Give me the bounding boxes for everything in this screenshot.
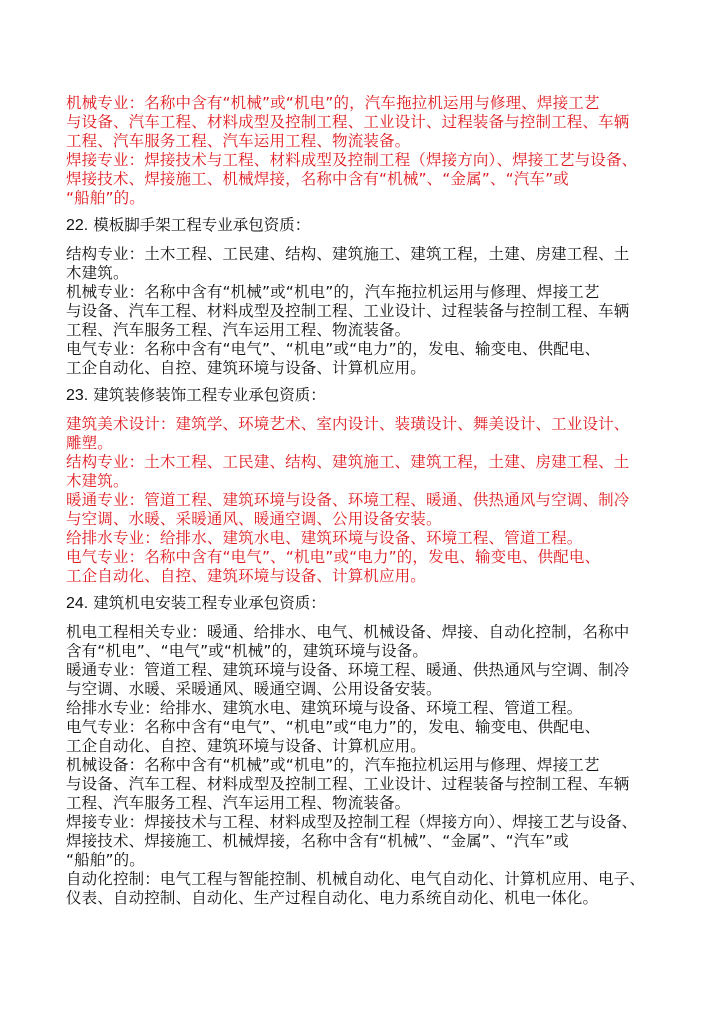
section-heading	[66, 216, 676, 235]
paragraph-mechanical-equipment: 机械设备：名称中含有“机械”或“机电”的，汽车拖拉机运用与修理、焊接工艺 与设备、汽车工程、材料成型及控制工程、工业设计、过程装备与控制工程、车辆 工程、汽车服务工程、汽车运用工程、物流装备。	[66, 756, 630, 812]
section-number: 22.	[66, 217, 89, 234]
paragraph-electrical: 电气专业：名称中含有“电气”、“机电”或“电力”的，发电、输变电、供配电、 工企自动化、自控、建筑环境与设备、计算机应用。	[66, 718, 601, 755]
paragraph-electrical: 电气专业：名称中含有“电气”、“机电”或“电力”的，发电、输变电、供配电、 工企自动化、自控、建筑环境与设备、计算机应用。	[66, 548, 601, 585]
paragraph-mep-related: 机电工程相关专业：暖通、给排水、电气、机械设备、焊接、自动化控制，名称中 含有“机电”、“电气”或“机械”的，建筑环境与设备。	[66, 623, 630, 660]
section-title: 建筑机电安装工程专业承包资质：	[93, 594, 326, 612]
section-23	[66, 386, 676, 586]
paragraph-structure: 结构专业：土木工程、工民建、结构、建筑施工、建筑工程，土建、房建工程、土 木建筑。	[66, 245, 630, 282]
paragraph-structure: 结构专业：土木工程、工民建、结构、建筑施工、建筑工程，土建、房建工程、土 木建筑。	[66, 453, 630, 490]
paragraph-mechanical: 机械专业：名称中含有“机械”或“机电”的，汽车拖拉机运用与修理、焊接工艺 与设备、汽车工程、材料成型及控制工程、工业设计、过程装备与控制工程、车辆 工程、汽车服务工程、汽车运用工程、物流装备。	[66, 283, 630, 339]
section-24	[66, 594, 676, 908]
document-page	[66, 94, 676, 908]
paragraph-mechanical: 机械专业：名称中含有“机械”或“机电”的，汽车拖拉机运用与修理、焊接工艺 与设备、汽车工程、材料成型及控制工程、工业设计、过程装备与控制工程、车辆 工程、汽车服务工程、汽车运用工程、物流装备。	[66, 94, 630, 150]
paragraph-plumbing: 给排水专业：给排水、建筑水电、建筑环境与设备、环境工程、管道工程。	[66, 699, 583, 717]
section-heading	[66, 594, 676, 613]
paragraph-plumbing: 给排水专业：给排水、建筑水电、建筑环境与设备、环境工程、管道工程。	[66, 529, 583, 547]
paragraph-hvac: 暖通专业：管道工程、建筑环境与设备、环境工程、暖通、供热通风与空调、制冷 与空调、水暖、采暖通风、暖通空调、公用设备安装。	[66, 491, 630, 528]
section-number: 24.	[66, 595, 89, 612]
section-top	[66, 94, 676, 208]
paragraph-automation: 自动化控制：电气工程与智能控制、机械自动化、电气自动化、计算机应用、电子、 仪表、自动控制、自动化、生产过程自动化、电力系统自动化、机电一体化。	[66, 870, 646, 907]
section-title: 模板脚手架工程专业承包资质：	[93, 216, 311, 234]
paragraph-welding: 焊接专业：焊接技术与工程、材料成型及控制工程（焊接方向）、焊接工艺与设备、 焊接技术、焊接施工、机械焊接，名称中含有“机械”、“金属”、“汽车”或 “船舶”的。	[66, 813, 638, 869]
paragraph-electrical: 电气专业：名称中含有“电气”、“机电”或“电力”的，发电、输变电、供配电、 工企自动化、自控、建筑环境与设备、计算机应用。	[66, 340, 601, 377]
section-number: 23.	[66, 387, 89, 404]
section-heading	[66, 386, 676, 405]
section-22	[66, 216, 676, 378]
section-title: 建筑装修装饰工程专业承包资质：	[93, 386, 326, 404]
paragraph-welding: 焊接专业：焊接技术与工程、材料成型及控制工程（焊接方向）、焊接工艺与设备、 焊接技术、焊接施工、机械焊接，名称中含有“机械”、“金属”、“汽车”或 “船舶”的。	[66, 151, 638, 207]
paragraph-hvac: 暖通专业：管道工程、建筑环境与设备、环境工程、暖通、供热通风与空调、制冷 与空调、水暖、采暖通风、暖通空调、公用设备安装。	[66, 661, 630, 698]
paragraph-art-design: 建筑美术设计：建筑学、环境艺术、室内设计、装璜设计、舞美设计、工业设计、 雕塑。	[66, 415, 630, 452]
